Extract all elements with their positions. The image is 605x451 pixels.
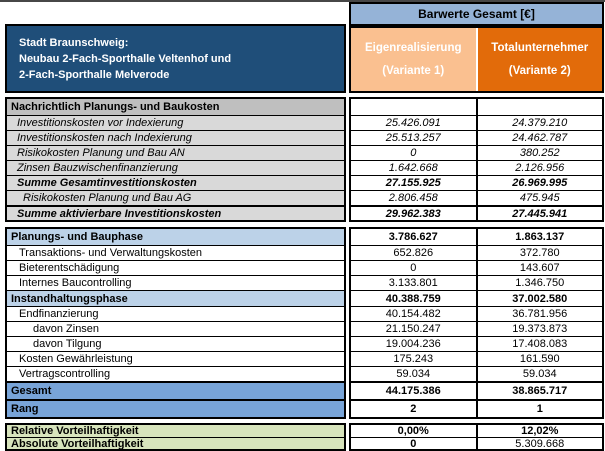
value-cell: 40.388.759 xyxy=(385,292,441,305)
table-row xyxy=(7,321,344,336)
section-header-row xyxy=(7,99,344,115)
row-label: Summe Gesamtinvestitionskosten xyxy=(17,177,197,189)
table-row xyxy=(7,115,344,130)
section-phasen-labels xyxy=(5,227,346,419)
total-row xyxy=(351,381,602,399)
table-row xyxy=(351,145,602,160)
table-row xyxy=(351,275,602,290)
variant-column-headers xyxy=(349,26,604,93)
table-row xyxy=(7,306,344,321)
row-label: Gesamt xyxy=(11,385,52,397)
column-header-variante-2 xyxy=(476,28,603,91)
value-cell: 175.243 xyxy=(393,353,434,365)
value-cell: 27.155.925 xyxy=(385,177,441,189)
value-cell: 0,00% xyxy=(397,425,429,437)
table-row xyxy=(351,321,602,336)
table-row xyxy=(7,351,344,366)
section-baukosten-labels xyxy=(5,97,346,222)
phase-header-row xyxy=(7,290,344,306)
value-cell: 372.780 xyxy=(476,246,603,260)
row-label: Relative Vorteilhaftigkeit xyxy=(11,425,139,437)
table-row xyxy=(7,145,344,160)
value-cell: 1.863.137 xyxy=(476,229,603,245)
empty-cell xyxy=(351,99,476,115)
value-cell: 26.969.995 xyxy=(476,176,603,190)
value-cell: 2.806.458 xyxy=(388,192,438,204)
column-variant: (Variante 1) xyxy=(382,64,445,77)
value-cell: 1.642.668 xyxy=(388,162,438,174)
value-cell: 0 xyxy=(410,262,417,274)
row-label: Endfinanzierung xyxy=(19,308,99,320)
value-cell: 25.513.257 xyxy=(385,132,441,144)
rank-row xyxy=(351,399,602,417)
table-row xyxy=(7,160,344,175)
value-cell: 143.607 xyxy=(476,261,603,275)
value-cell: 2.126.956 xyxy=(476,161,603,175)
section-vorteilhaftigkeit-labels xyxy=(5,423,346,451)
barwerte-header-label: Barwerte Gesamt [€] xyxy=(418,7,535,21)
value-cell: 21.150.247 xyxy=(385,323,441,335)
table-row xyxy=(351,190,602,205)
table-row xyxy=(351,306,602,321)
table-row xyxy=(7,245,344,260)
value-cell: 5.309.668 xyxy=(476,438,603,449)
sum-row xyxy=(351,205,602,220)
value-cell: 29.962.383 xyxy=(385,207,441,220)
row-label: Investitionskosten vor Indexierung xyxy=(17,117,184,129)
table-row xyxy=(351,160,602,175)
row-label: Instandhaltungsphase xyxy=(11,292,128,305)
section-phasen-values xyxy=(349,227,604,419)
phase-header-row xyxy=(7,229,344,245)
column-variant: (Variante 2) xyxy=(508,64,571,77)
row-label: Bieterentschädigung xyxy=(19,262,120,274)
table-row xyxy=(351,245,602,260)
table-row xyxy=(7,130,344,145)
table-row xyxy=(7,275,344,290)
row-label: Zinsen Bauzwischenfinanzierung xyxy=(17,162,178,174)
value-cell: 19.004.236 xyxy=(385,338,441,350)
value-cell: 25.426.091 xyxy=(385,117,441,129)
value-cell: 2 xyxy=(410,403,417,415)
value-cell: 59.034 xyxy=(396,368,431,380)
title-line-3: 2-Fach-Sporthalle Melverode xyxy=(19,68,170,81)
value-cell: 37.002.580 xyxy=(476,291,603,306)
barwerte-header-band xyxy=(349,2,604,26)
row-label: Planungs- und Bauphase xyxy=(11,231,144,243)
row-label: Rang xyxy=(11,403,39,415)
value-cell: 0 xyxy=(410,147,417,159)
result-row xyxy=(7,425,344,437)
row-label: Internes Baucontrolling xyxy=(19,277,132,289)
sum-row xyxy=(7,205,344,220)
value-cell: 12,02% xyxy=(476,425,603,437)
table-row xyxy=(7,336,344,351)
value-cell: 3.133.801 xyxy=(388,277,438,289)
column-name: Eigenrealisierung xyxy=(364,42,462,55)
row-label: davon Tilgung xyxy=(33,338,102,350)
row-label: Summe aktivierbare Investitionskosten xyxy=(17,207,222,220)
value-cell: 44.175.386 xyxy=(385,385,441,397)
value-cell: 380.252 xyxy=(476,146,603,160)
value-cell: 38.865.717 xyxy=(476,383,603,399)
row-label: Absolute Vorteilhaftigkeit xyxy=(11,437,144,450)
value-cell: 475.945 xyxy=(476,191,603,205)
value-cell: 40.154.482 xyxy=(385,308,441,320)
table-row xyxy=(7,260,344,275)
table-row xyxy=(7,190,344,205)
table-row xyxy=(351,336,602,351)
value-cell: 27.445.941 xyxy=(476,207,603,220)
project-title-box xyxy=(5,24,346,93)
value-cell: 24.462.787 xyxy=(476,131,603,145)
value-cell: 24.379.210 xyxy=(476,116,603,130)
value-cell: 161.590 xyxy=(476,352,603,366)
result-row xyxy=(351,437,602,449)
table-row xyxy=(351,99,602,115)
column-header-variante-1 xyxy=(351,28,476,91)
table-row xyxy=(7,366,344,381)
value-cell: 1 xyxy=(476,401,603,417)
row-label: Kosten Gewährleistung xyxy=(19,353,133,365)
value-cell: 17.408.083 xyxy=(476,337,603,351)
sum-row xyxy=(7,175,344,190)
row-label: davon Zinsen xyxy=(33,323,100,335)
table-row xyxy=(351,260,602,275)
result-row xyxy=(7,437,344,449)
row-label: Risikokosten Planung und Bau AN xyxy=(17,147,185,159)
section-header-label: Nachrichtlich Planungs- und Baukosten xyxy=(11,101,220,113)
column-name: Totalunternehmer xyxy=(491,42,589,55)
rank-row xyxy=(7,399,344,417)
value-cell: 0 xyxy=(410,437,417,450)
row-label: Transaktions- und Verwaltungskosten xyxy=(19,247,203,259)
section-vorteilhaftigkeit-values xyxy=(349,423,604,451)
title-line-1: Stadt Braunschweig: xyxy=(19,36,129,49)
value-cell: 19.373.873 xyxy=(476,322,603,336)
table-row xyxy=(351,130,602,145)
result-row xyxy=(351,425,602,437)
value-cell: 36.781.956 xyxy=(476,307,603,321)
phase-header-row xyxy=(351,290,602,306)
row-label: Investitionskosten nach Indexierung xyxy=(17,132,192,144)
table-row xyxy=(351,115,602,130)
section-baukosten-values xyxy=(349,97,604,222)
value-cell: 59.034 xyxy=(476,367,603,381)
table-row xyxy=(351,351,602,366)
table-row xyxy=(351,366,602,381)
value-cell: 652.826 xyxy=(393,247,434,259)
total-row xyxy=(7,381,344,399)
empty-cell xyxy=(476,99,603,115)
value-cell: 3.786.627 xyxy=(388,231,438,243)
row-label: Risikokosten Planung und Bau AG xyxy=(23,192,192,204)
value-cell: 1.346.750 xyxy=(476,276,603,290)
sum-row xyxy=(351,175,602,190)
row-label: Vertragscontrolling xyxy=(19,368,111,380)
phase-header-row xyxy=(351,229,602,245)
title-line-2: Neubau 2-Fach-Sporthalle Veltenhof und xyxy=(19,52,232,65)
